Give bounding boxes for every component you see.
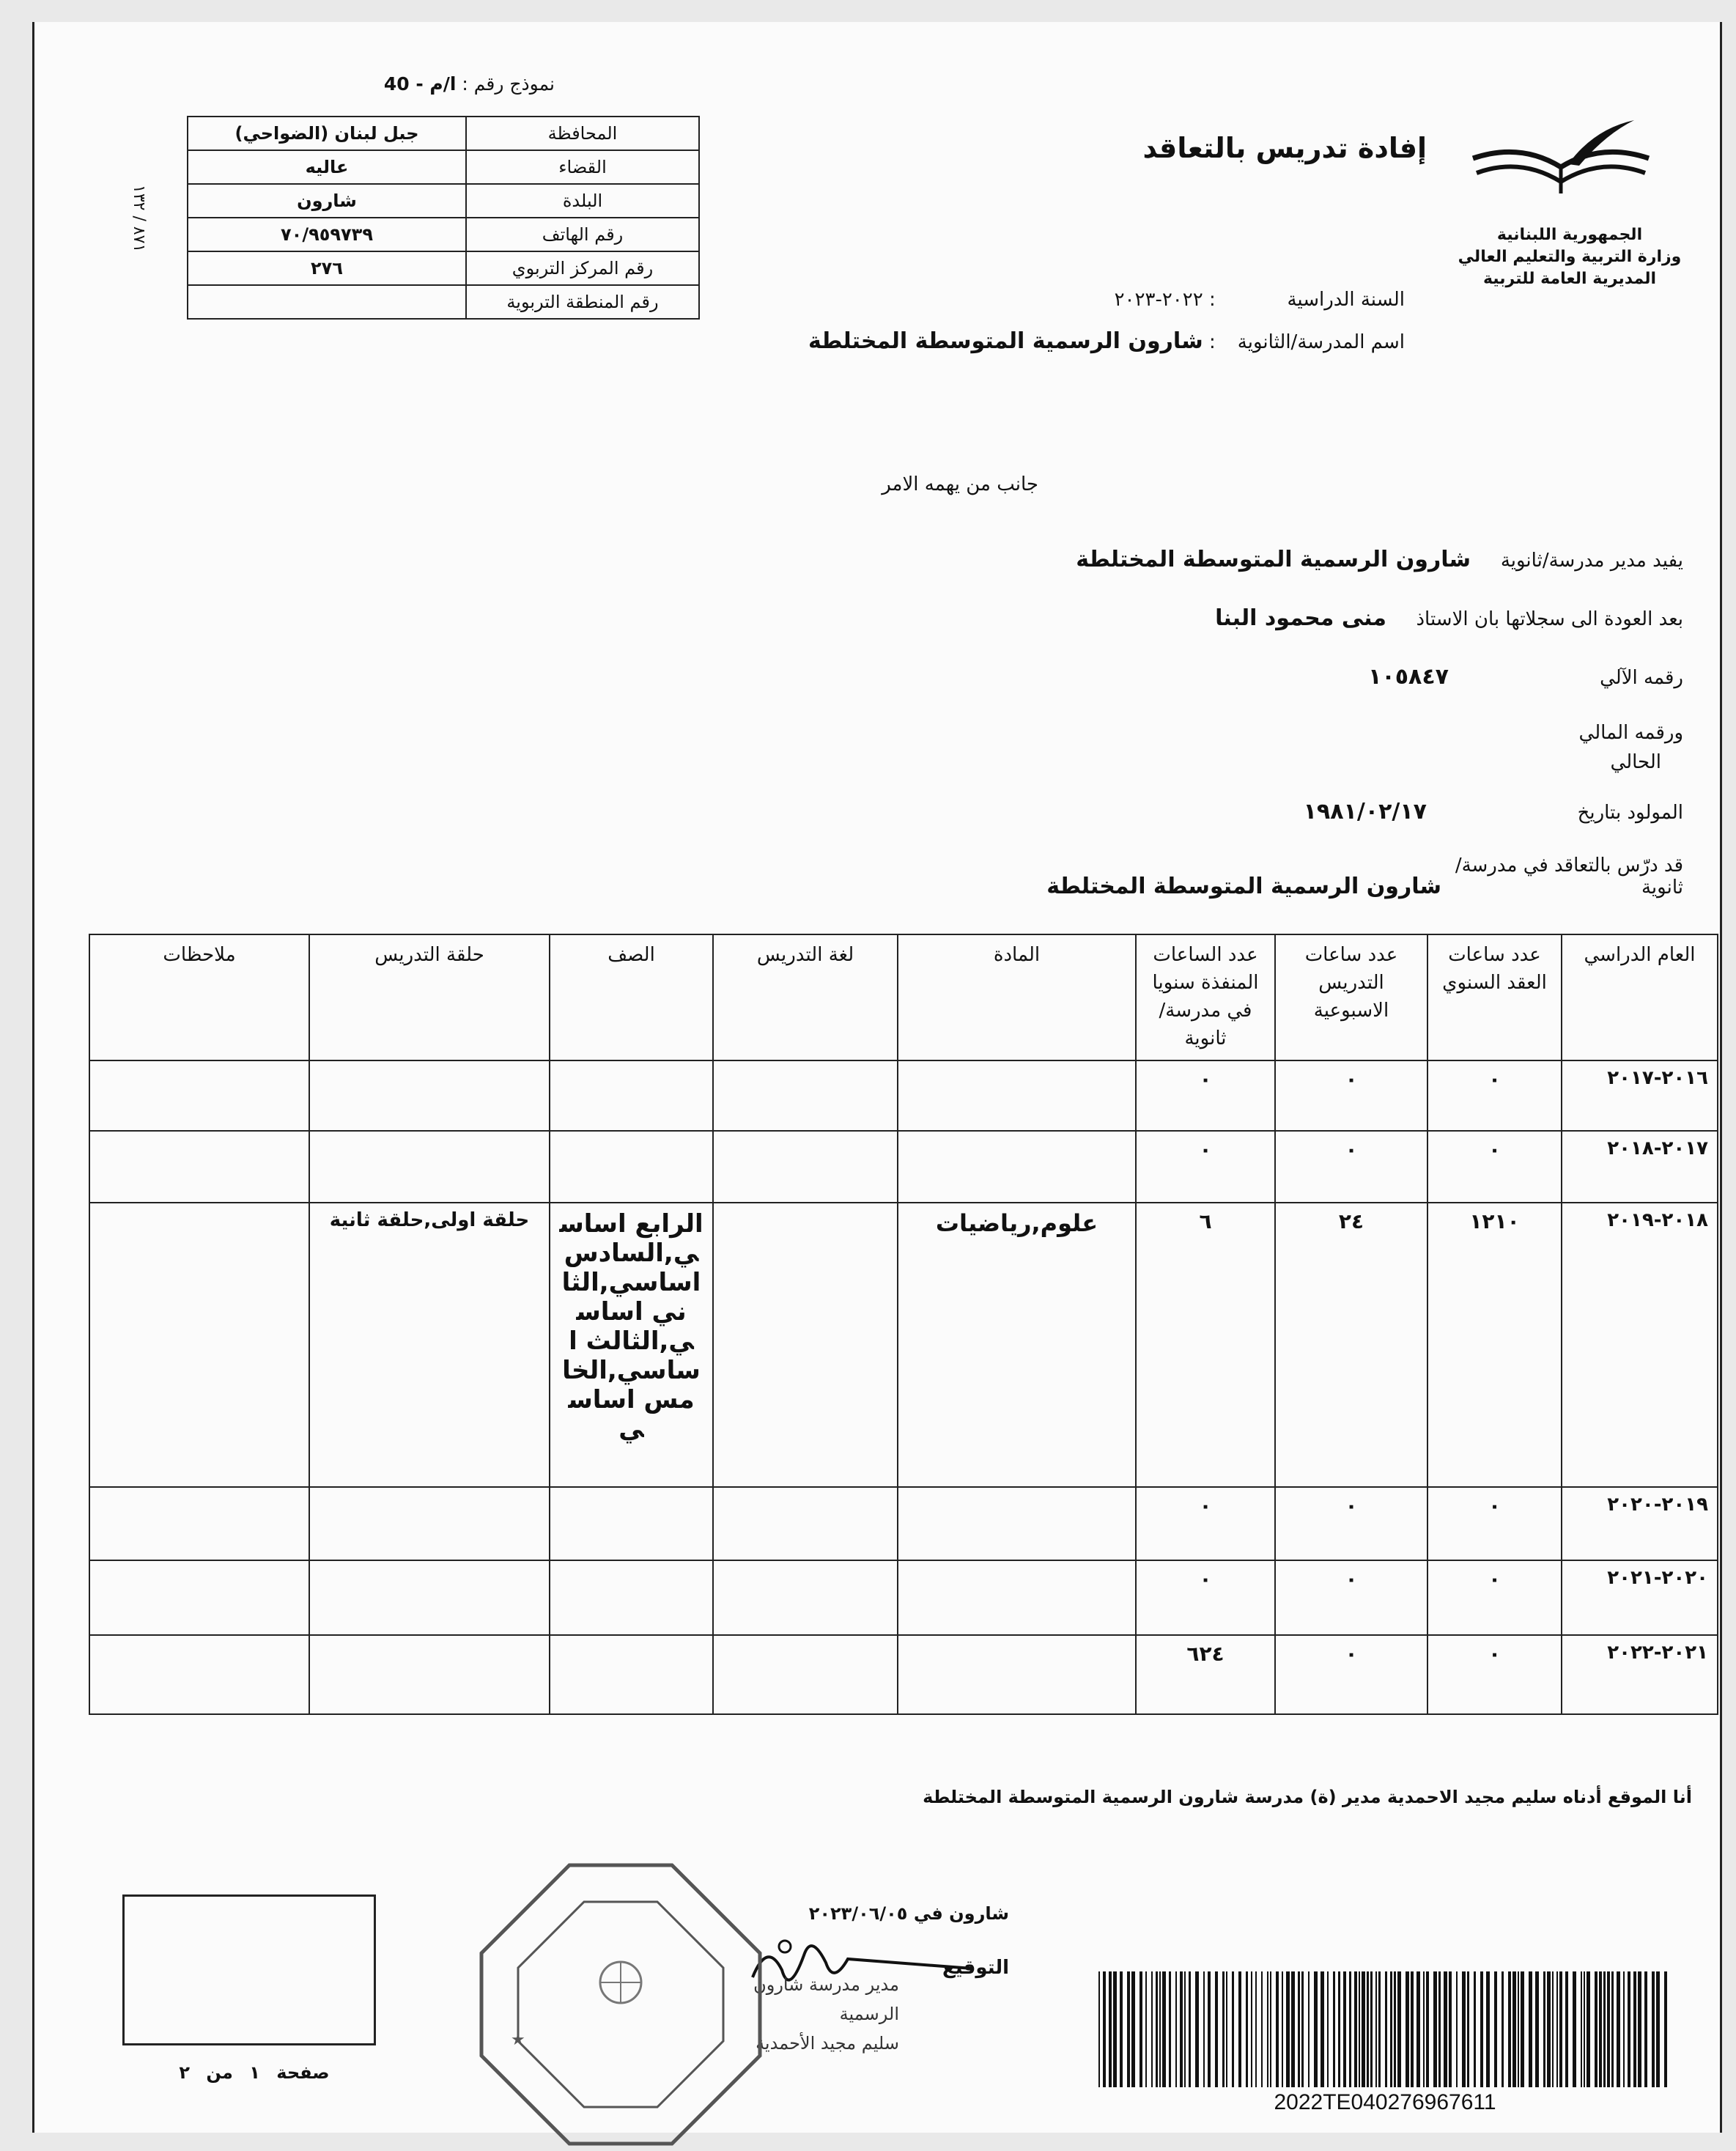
barcode-bar	[1145, 1971, 1147, 2087]
barcode-bar	[1286, 1971, 1290, 2087]
table-cell: البلدة	[466, 184, 699, 218]
barcode-bar	[1308, 1971, 1310, 2087]
table-cell	[898, 1060, 1136, 1131]
barcode-bar	[1195, 1971, 1199, 2087]
table-cell	[550, 1635, 713, 1714]
barcode-bar	[1664, 1971, 1667, 2087]
barcode-bar	[1282, 1971, 1283, 2087]
info-row	[188, 184, 699, 218]
barcode-bar	[1584, 1971, 1585, 2087]
table-cell: شارون	[188, 184, 466, 218]
table-cell: حلقة اولى,حلقة ثانية	[309, 1203, 550, 1487]
table-cell	[713, 1635, 898, 1714]
table-cell	[713, 1487, 898, 1560]
barcode-bar	[1573, 1971, 1576, 2087]
table-cell: ٢٧٦	[188, 251, 466, 285]
col-header-executed-hours: عدد الساعات المنفذة سنويا في مدرسة/ثانوية	[1136, 934, 1275, 1060]
table-cell: ٠	[1427, 1635, 1562, 1714]
table-row	[89, 1487, 1718, 1560]
barcode-bar	[1270, 1971, 1271, 2087]
barcode-bar	[1184, 1971, 1186, 2087]
table-row	[89, 1560, 1718, 1635]
table-cell: ٦	[1136, 1203, 1275, 1487]
ministry-logo-icon	[1469, 114, 1652, 202]
principal-stamp-text: مدير مدرسة شارون الرسمية سليم مجيد الأحمدية	[753, 1974, 899, 2054]
table-cell: المحافظة	[466, 117, 699, 150]
document-title: إفادة تدريس بالتعاقد	[1142, 132, 1427, 164]
table-cell: ٢٠١٨-٢٠١٩	[1562, 1203, 1718, 1487]
barcode-bar	[1411, 1971, 1414, 2087]
table-cell	[309, 1487, 550, 1560]
table-cell: ٠	[1136, 1060, 1275, 1131]
table-cell: ٠	[1427, 1560, 1562, 1635]
barcode-bar	[1426, 1971, 1429, 2087]
barcode-bar	[1113, 1971, 1117, 2087]
info-row	[188, 218, 699, 251]
barcode-bar	[1494, 1971, 1497, 2087]
barcode-bar	[1367, 1971, 1369, 2087]
barcode-bar	[1127, 1971, 1130, 2087]
table-cell	[898, 1560, 1136, 1635]
taught-at-line: قد درّس بالتعاقد في مدرسة/ ثانويةشارون الرسمية المتوسطة المختلطة	[1046, 855, 1683, 899]
barcode-bar	[1416, 1971, 1420, 2087]
barcode-bar	[1556, 1971, 1558, 2087]
barcode-bar	[1480, 1971, 1483, 2087]
barcode-bar	[1474, 1971, 1476, 2087]
barcode-number: 2022TE040276967611	[1274, 2090, 1496, 2114]
col-header-year: العام الدراسي	[1562, 934, 1718, 1060]
barcode-bar	[1529, 1971, 1532, 2087]
table-cell	[713, 1203, 898, 1487]
table-cell	[550, 1060, 713, 1131]
barcode-bar	[1131, 1971, 1135, 2087]
barcode-bar	[1301, 1971, 1304, 2087]
barcode-bar	[1390, 1971, 1392, 2087]
col-header-contract-hours: عدد ساعات العقد السنوي	[1427, 934, 1562, 1060]
table-cell	[898, 1131, 1136, 1203]
barcode-bar	[1543, 1971, 1545, 2087]
table-cell: ٠	[1427, 1487, 1562, 1560]
table-cell: ٧٠/٩٥٩٧٣٩	[188, 218, 466, 251]
barcode-bar	[1321, 1971, 1324, 2087]
table-cell: ٢٤	[1275, 1203, 1427, 1487]
school-name-line: اسم المدرسة/الثانوية : شارون الرسمية المتوسطة المختلطة	[808, 328, 1405, 354]
barcode-bar	[1238, 1971, 1241, 2087]
table-cell: ٠	[1275, 1060, 1427, 1131]
barcode-bar	[1656, 1971, 1660, 2087]
info-row	[188, 285, 699, 319]
addressee: جانب من يهمه الامر	[882, 473, 1038, 495]
table-cell	[713, 1131, 898, 1203]
table-cell	[309, 1060, 550, 1131]
col-header-weekly-hours: عدد ساعات التدريس الاسبوعية	[1275, 934, 1427, 1060]
table-cell: ٢٠٢١-٢٠٢٢	[1562, 1635, 1718, 1714]
barcode-bar	[1362, 1971, 1365, 2087]
barcode-bar	[1109, 1971, 1112, 2087]
table-cell: ٠	[1275, 1635, 1427, 1714]
barcode-bar	[1120, 1971, 1123, 2087]
barcode-bar	[1518, 1971, 1519, 2087]
barcode-bar	[1406, 1971, 1409, 2087]
barcode-bar	[1467, 1971, 1469, 2087]
barcode-bar	[1156, 1971, 1158, 2087]
form-number: نموذج رقم : ا/م - 40	[383, 73, 555, 95]
table-cell	[898, 1635, 1136, 1714]
barcode-bar	[1617, 1971, 1620, 2087]
barcode-bar	[1547, 1971, 1551, 2087]
table-cell: ٢٠١٦-٢٠١٧	[1562, 1060, 1718, 1131]
table-cell	[89, 1203, 309, 1487]
barcode-bar	[1486, 1971, 1490, 2087]
barcode-bar	[1652, 1971, 1655, 2087]
table-row	[89, 1635, 1718, 1714]
barcode-bar	[1394, 1971, 1396, 2087]
table-cell: ٠	[1136, 1131, 1275, 1203]
barcode-bar	[1603, 1971, 1606, 2087]
table-cell: جبل لبنان (الضواحي)	[188, 117, 466, 150]
col-header-cycle: حلقة التدريس	[309, 934, 550, 1060]
teacher-name-line: بعد العودة الى سجلاتها بان الاستاذمنى محمود البنا	[1215, 605, 1683, 631]
barcode-bar	[1375, 1971, 1377, 2087]
barcode-bar	[1397, 1971, 1401, 2087]
barcode-bar	[1189, 1971, 1191, 2087]
info-row	[188, 251, 699, 285]
signature-label: التوقيع	[942, 1957, 1009, 1979]
table-cell: علوم,رياضيات	[898, 1203, 1136, 1487]
document-page	[32, 22, 1722, 2133]
barcode-bar	[1180, 1971, 1183, 2087]
table-cell: ٠	[1427, 1131, 1562, 1203]
table-cell: رقم المنطقة التربوية	[466, 285, 699, 319]
table-cell: ٠	[1136, 1560, 1275, 1635]
official-stamp-icon	[474, 1858, 767, 2151]
table-cell: ٠	[1136, 1487, 1275, 1560]
barcode-bar	[1103, 1971, 1106, 2087]
table-cell: ٠	[1275, 1560, 1427, 1635]
barcode-bar	[1349, 1971, 1351, 2087]
barcode-bar	[1628, 1971, 1630, 2087]
barcode-bar	[1423, 1971, 1425, 2087]
barcode-bar	[1607, 1971, 1610, 2087]
barcode-bar	[1444, 1971, 1447, 2087]
teaching-record-table	[89, 934, 1718, 1715]
table-cell	[550, 1560, 713, 1635]
table-cell	[89, 1487, 309, 1560]
barcode-bar	[1276, 1971, 1279, 2087]
barcode-bar	[1552, 1971, 1554, 2087]
barcode-bar	[1370, 1971, 1373, 2087]
barcode-bar	[1175, 1971, 1177, 2087]
barcode-bar	[1644, 1971, 1647, 2087]
barcode-bar	[1215, 1971, 1218, 2087]
table-cell	[89, 1060, 309, 1131]
table-cell	[89, 1560, 309, 1635]
barcode-bar	[1291, 1971, 1295, 2087]
barcode-bar	[1438, 1971, 1441, 2087]
barcode-bar	[1595, 1971, 1598, 2087]
barcode-bar	[1581, 1971, 1582, 2087]
barcode-bar	[1151, 1971, 1153, 2087]
barcode-bar	[1222, 1971, 1225, 2087]
barcode-bar	[1508, 1971, 1511, 2087]
barcode-bar	[1521, 1971, 1524, 2087]
barcode-bar	[1456, 1971, 1458, 2087]
table-cell	[898, 1487, 1136, 1560]
table-cell: ٢٠٢٠-٢٠٢١	[1562, 1560, 1718, 1635]
barcode-bar	[1512, 1971, 1516, 2087]
table-row	[89, 1203, 1718, 1487]
barcode-bar	[1359, 1971, 1360, 2087]
table-cell	[713, 1060, 898, 1131]
table-cell: ١٢١٠	[1427, 1203, 1562, 1487]
barcode-bar	[1378, 1971, 1381, 2087]
barcode-bar	[1433, 1971, 1437, 2087]
table-cell: ٠	[1275, 1131, 1427, 1203]
table-cell	[309, 1635, 550, 1714]
table-row	[89, 1060, 1718, 1131]
certifier-line: يفيد مدير مدرسة/ثانويةشارون الرسمية المتوسطة المختلطة	[1076, 547, 1683, 572]
school-year-line: السنة الدراسية : ٢٠٢٢-٢٠٢٣	[1114, 289, 1405, 311]
table-cell: القضاء	[466, 150, 699, 184]
barcode-bar	[1385, 1971, 1387, 2087]
table-cell	[309, 1560, 550, 1635]
barcode-bar	[1338, 1971, 1340, 2087]
barcode-bar	[1333, 1971, 1335, 2087]
barcode-bar	[1098, 1971, 1100, 2087]
table-cell	[713, 1560, 898, 1635]
barcode-bar	[1354, 1971, 1357, 2087]
page-number: صفحة ١ من ٢	[179, 2062, 330, 2083]
col-header-subject: المادة	[898, 934, 1136, 1060]
auto-number-line: رقمه الآلي١٠٥٨٤٧	[1368, 664, 1683, 690]
barcode-bar	[1298, 1971, 1300, 2087]
barcode-bar	[1587, 1971, 1590, 2087]
barcode-bar	[1208, 1971, 1211, 2087]
table-cell	[188, 285, 466, 319]
barcode-bar	[1462, 1971, 1466, 2087]
barcode-bar	[1633, 1971, 1636, 2087]
barcode-bar	[1203, 1971, 1205, 2087]
declaration: أنا الموقع أدناه سليم مجيد الاحمدية مدير (ة) مدرسة شارون الرسمية المتوسطة المختلطة	[923, 1787, 1692, 1807]
barcode-bar	[1611, 1971, 1614, 2087]
table-row	[89, 1131, 1718, 1203]
barcode-bar	[1267, 1971, 1268, 2087]
table-cell	[89, 1635, 309, 1714]
table-cell	[550, 1487, 713, 1560]
table-cell: رقم الهاتف	[466, 218, 699, 251]
barcode-bar	[1623, 1971, 1625, 2087]
table-cell: ٢٠١٩-٢٠٢٠	[1562, 1487, 1718, 1560]
ministry-header: الجمهورية اللبنانية وزارة التربية والتعليم العالي المديرية العامة للتربية	[1458, 226, 1682, 288]
col-header-class: الصف	[550, 934, 713, 1060]
table-cell	[550, 1131, 713, 1203]
barcode-bar	[1638, 1971, 1641, 2087]
birth-date-line: المولود بتاريخ١٩٨١/٠٢/١٧	[1303, 799, 1683, 824]
barcode-bar	[1226, 1971, 1227, 2087]
table-cell: رقم المركز التربوي	[466, 251, 699, 285]
barcode-bar	[1251, 1971, 1252, 2087]
table-cell	[89, 1131, 309, 1203]
barcode-bar	[1343, 1971, 1346, 2087]
barcode-bar	[1261, 1971, 1263, 2087]
barcode-bar	[1232, 1971, 1234, 2087]
table-cell: ٢٠١٧-٢٠١٨	[1562, 1131, 1718, 1203]
barcode-bar	[1502, 1971, 1504, 2087]
svg-text:★: ★	[511, 2031, 525, 2049]
barcode-bar	[1565, 1971, 1568, 2087]
col-header-language: لغة التدريس	[713, 934, 898, 1060]
table-cell	[309, 1131, 550, 1203]
margin-note: ٨٧١ / ١٣٢	[130, 185, 148, 253]
info-row	[188, 150, 699, 184]
barcode-bar	[1559, 1971, 1562, 2087]
barcode-bar	[1535, 1971, 1539, 2087]
financial-number-line: ورقمه المالي الحالي	[1578, 722, 1683, 773]
barcode-bar	[1314, 1971, 1318, 2087]
page-number-box	[122, 1894, 376, 2045]
barcode-bar	[1599, 1971, 1602, 2087]
place-date: شارون في ٢٠٢٣/٠٦/٠٥	[808, 1903, 1009, 1924]
table-cell: ٦٢٤	[1136, 1635, 1275, 1714]
barcode-bar	[1246, 1971, 1248, 2087]
table-cell: ٠	[1427, 1060, 1562, 1131]
info-row	[188, 117, 699, 150]
barcode-icon	[1096, 1971, 1674, 2087]
col-header-notes: ملاحظات	[89, 934, 309, 1060]
barcode-bar	[1169, 1971, 1171, 2087]
barcode-bar	[1140, 1971, 1142, 2087]
location-info-table	[187, 116, 700, 320]
table-cell: ٠	[1275, 1487, 1427, 1560]
barcode-bar	[1255, 1971, 1257, 2087]
table-cell: الرابع اساسي,السادس اساسي,الثاني اساسي,الثالث اساسي,الخامس اساسي	[550, 1203, 713, 1487]
barcode-bar	[1159, 1971, 1161, 2087]
barcode-bar	[1449, 1971, 1452, 2087]
barcode-bar	[1327, 1971, 1329, 2087]
barcode-bar	[1162, 1971, 1166, 2087]
table-cell: عاليه	[188, 150, 466, 184]
